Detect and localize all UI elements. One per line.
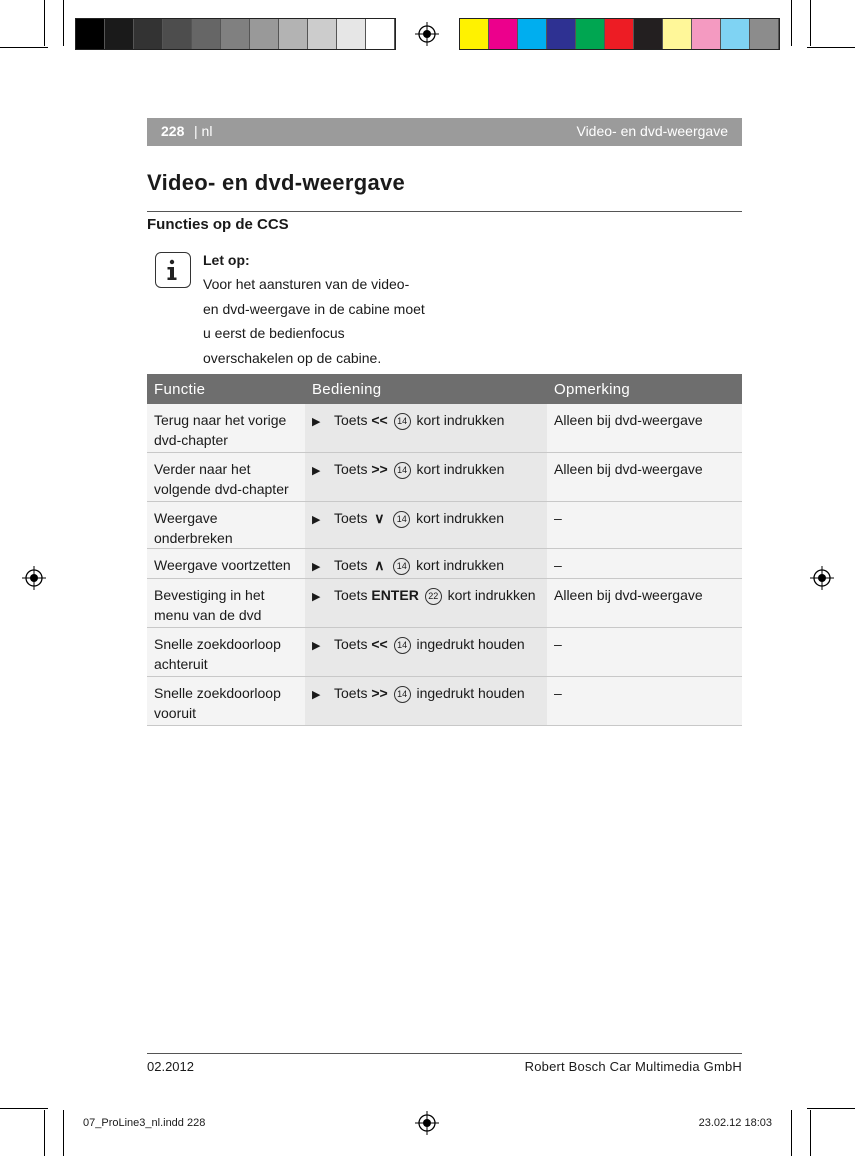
table-header-row — [147, 374, 742, 404]
color-swatch — [366, 19, 395, 49]
color-swatch — [663, 19, 692, 49]
bullet-arrow-icon: ▶ — [312, 561, 321, 573]
color-swatch — [279, 19, 308, 49]
cell-bediening — [305, 549, 547, 579]
key-label: ENTER — [371, 587, 419, 603]
color-swatch — [634, 19, 663, 49]
key-glyph: ∨ — [374, 510, 385, 526]
section-title: Video- en dvd-weergave — [576, 123, 728, 139]
table-row — [147, 579, 742, 628]
note-body: Voor het aansturen van de video- en dvd-weergave in de cabine moet u eerst de bedienfocus overschakelen op de cabine. — [203, 276, 425, 366]
footer-divider — [147, 1053, 742, 1054]
color-swatch — [547, 19, 576, 49]
crop-mark — [44, 1110, 45, 1156]
section-subtitle: Functies op de CCS — [147, 216, 289, 233]
divider — [147, 211, 742, 212]
crop-mark — [63, 0, 64, 46]
cell-functie: Weergave voortzetten — [147, 549, 305, 579]
color-swatch — [105, 19, 134, 49]
color-swatch — [163, 19, 192, 49]
color-swatch — [460, 19, 489, 49]
crop-mark — [791, 0, 792, 46]
bullet-arrow-icon: ▶ — [312, 416, 321, 428]
key-number-badge: 22 — [425, 588, 442, 605]
bullet-arrow-icon: ▶ — [312, 514, 321, 526]
key-prefix: Toets — [334, 412, 372, 428]
bullet-arrow-icon: ▶ — [312, 640, 321, 652]
table-row — [147, 404, 742, 453]
crop-mark — [810, 1110, 811, 1156]
key-number-badge: 14 — [394, 637, 411, 654]
slug-timestamp: 23.02.12 18:03 — [698, 1117, 772, 1129]
cell-bediening — [305, 628, 547, 677]
slug-filename: 07_ProLine3_nl.indd 228 — [83, 1117, 206, 1129]
key-prefix: Toets — [334, 510, 372, 526]
table-row — [147, 453, 742, 502]
color-swatch — [308, 19, 337, 49]
color-swatch — [750, 19, 779, 49]
action-text: kort indrukken — [412, 461, 505, 477]
crop-mark — [807, 1108, 855, 1109]
color-swatch — [337, 19, 366, 49]
action-text: kort indrukken — [412, 557, 505, 573]
color-swatch — [134, 19, 163, 49]
action-text: kort indrukken — [443, 587, 536, 603]
crop-mark — [791, 1110, 792, 1156]
note-heading: Let op: — [203, 252, 250, 268]
crop-mark — [0, 1108, 48, 1109]
column-header-opmerking: Opmerking — [547, 374, 742, 404]
registration-mark-icon — [810, 566, 834, 590]
registration-mark-icon — [415, 22, 439, 46]
cell-functie: Weergave onderbreken — [147, 502, 305, 549]
crop-mark — [810, 0, 811, 46]
cell-bediening — [305, 579, 547, 628]
cell-bediening — [305, 502, 547, 549]
key-number-badge: 14 — [394, 686, 411, 703]
bullet-arrow-icon: ▶ — [312, 591, 321, 603]
key-label: >> — [371, 685, 388, 701]
key-number-badge: 14 — [394, 462, 411, 479]
key-label: >> — [371, 461, 388, 477]
color-swatch — [192, 19, 221, 49]
key-number-badge: 14 — [394, 413, 411, 430]
table-row — [147, 549, 742, 579]
color-swatch — [692, 19, 721, 49]
key-label: << — [371, 412, 388, 428]
action-text: ingedrukt houden — [412, 636, 525, 652]
key-glyph: ∧ — [374, 557, 385, 573]
grayscale-colorbar — [75, 18, 396, 50]
registration-mark-icon — [415, 1111, 439, 1135]
key-prefix: Toets — [334, 461, 372, 477]
key-number-badge: 14 — [393, 558, 410, 575]
running-header — [147, 118, 742, 146]
cell-functie: Snelle zoekdoorloop achteruit — [147, 628, 305, 677]
cell-bediening — [305, 453, 547, 502]
registration-mark-icon — [22, 566, 46, 590]
key-prefix: Toets — [334, 685, 372, 701]
key-number-badge: 14 — [393, 511, 410, 528]
footer-date: 02.2012 — [147, 1059, 194, 1074]
action-text: ingedrukt houden — [412, 685, 525, 701]
color-swatch — [605, 19, 634, 49]
cell-functie: Terug naar het vorige dvd-chapter — [147, 404, 305, 453]
column-header-functie: Functie — [147, 374, 305, 404]
crop-mark — [44, 0, 45, 46]
cell-opmerking: – — [547, 549, 742, 579]
cell-opmerking: Alleen bij dvd-weergave — [547, 579, 742, 628]
crop-mark — [63, 1110, 64, 1156]
cmyk-colorbar — [459, 18, 780, 50]
cell-bediening — [305, 404, 547, 453]
key-prefix: Toets — [334, 636, 372, 652]
cell-opmerking: – — [547, 502, 742, 549]
cell-bediening — [305, 677, 547, 726]
function-table — [147, 374, 742, 726]
bullet-arrow-icon: ▶ — [312, 465, 321, 477]
table-row — [147, 502, 742, 549]
language-code: | nl — [194, 123, 213, 139]
color-swatch — [489, 19, 518, 49]
key-prefix: Toets — [334, 587, 372, 603]
info-icon — [155, 252, 191, 288]
color-swatch — [721, 19, 750, 49]
crop-mark — [0, 47, 48, 48]
table-row — [147, 677, 742, 726]
cell-functie: Bevestiging in het menu van de dvd — [147, 579, 305, 628]
cell-opmerking: – — [547, 677, 742, 726]
cell-opmerking: – — [547, 628, 742, 677]
footer-company: Robert Bosch Car Multimedia GmbH — [524, 1059, 742, 1074]
color-swatch — [250, 19, 279, 49]
color-swatch — [518, 19, 547, 49]
color-swatch — [221, 19, 250, 49]
key-prefix: Toets — [334, 557, 372, 573]
action-text: kort indrukken — [412, 510, 505, 526]
column-header-bediening: Bediening — [305, 374, 547, 404]
color-swatch — [576, 19, 605, 49]
cell-functie: Verder naar het volgende dvd-chapter — [147, 453, 305, 502]
page-number: 228 — [161, 123, 185, 139]
crop-mark — [807, 47, 855, 48]
bullet-arrow-icon: ▶ — [312, 689, 321, 701]
page-title: Video- en dvd-weergave — [147, 170, 406, 195]
cell-opmerking: Alleen bij dvd-weergave — [547, 404, 742, 453]
table-row — [147, 628, 742, 677]
cell-functie: Snelle zoekdoorloop vooruit — [147, 677, 305, 726]
action-text: kort indrukken — [412, 412, 505, 428]
cell-opmerking: Alleen bij dvd-weergave — [547, 453, 742, 502]
key-label: << — [371, 636, 388, 652]
color-swatch — [76, 19, 105, 49]
